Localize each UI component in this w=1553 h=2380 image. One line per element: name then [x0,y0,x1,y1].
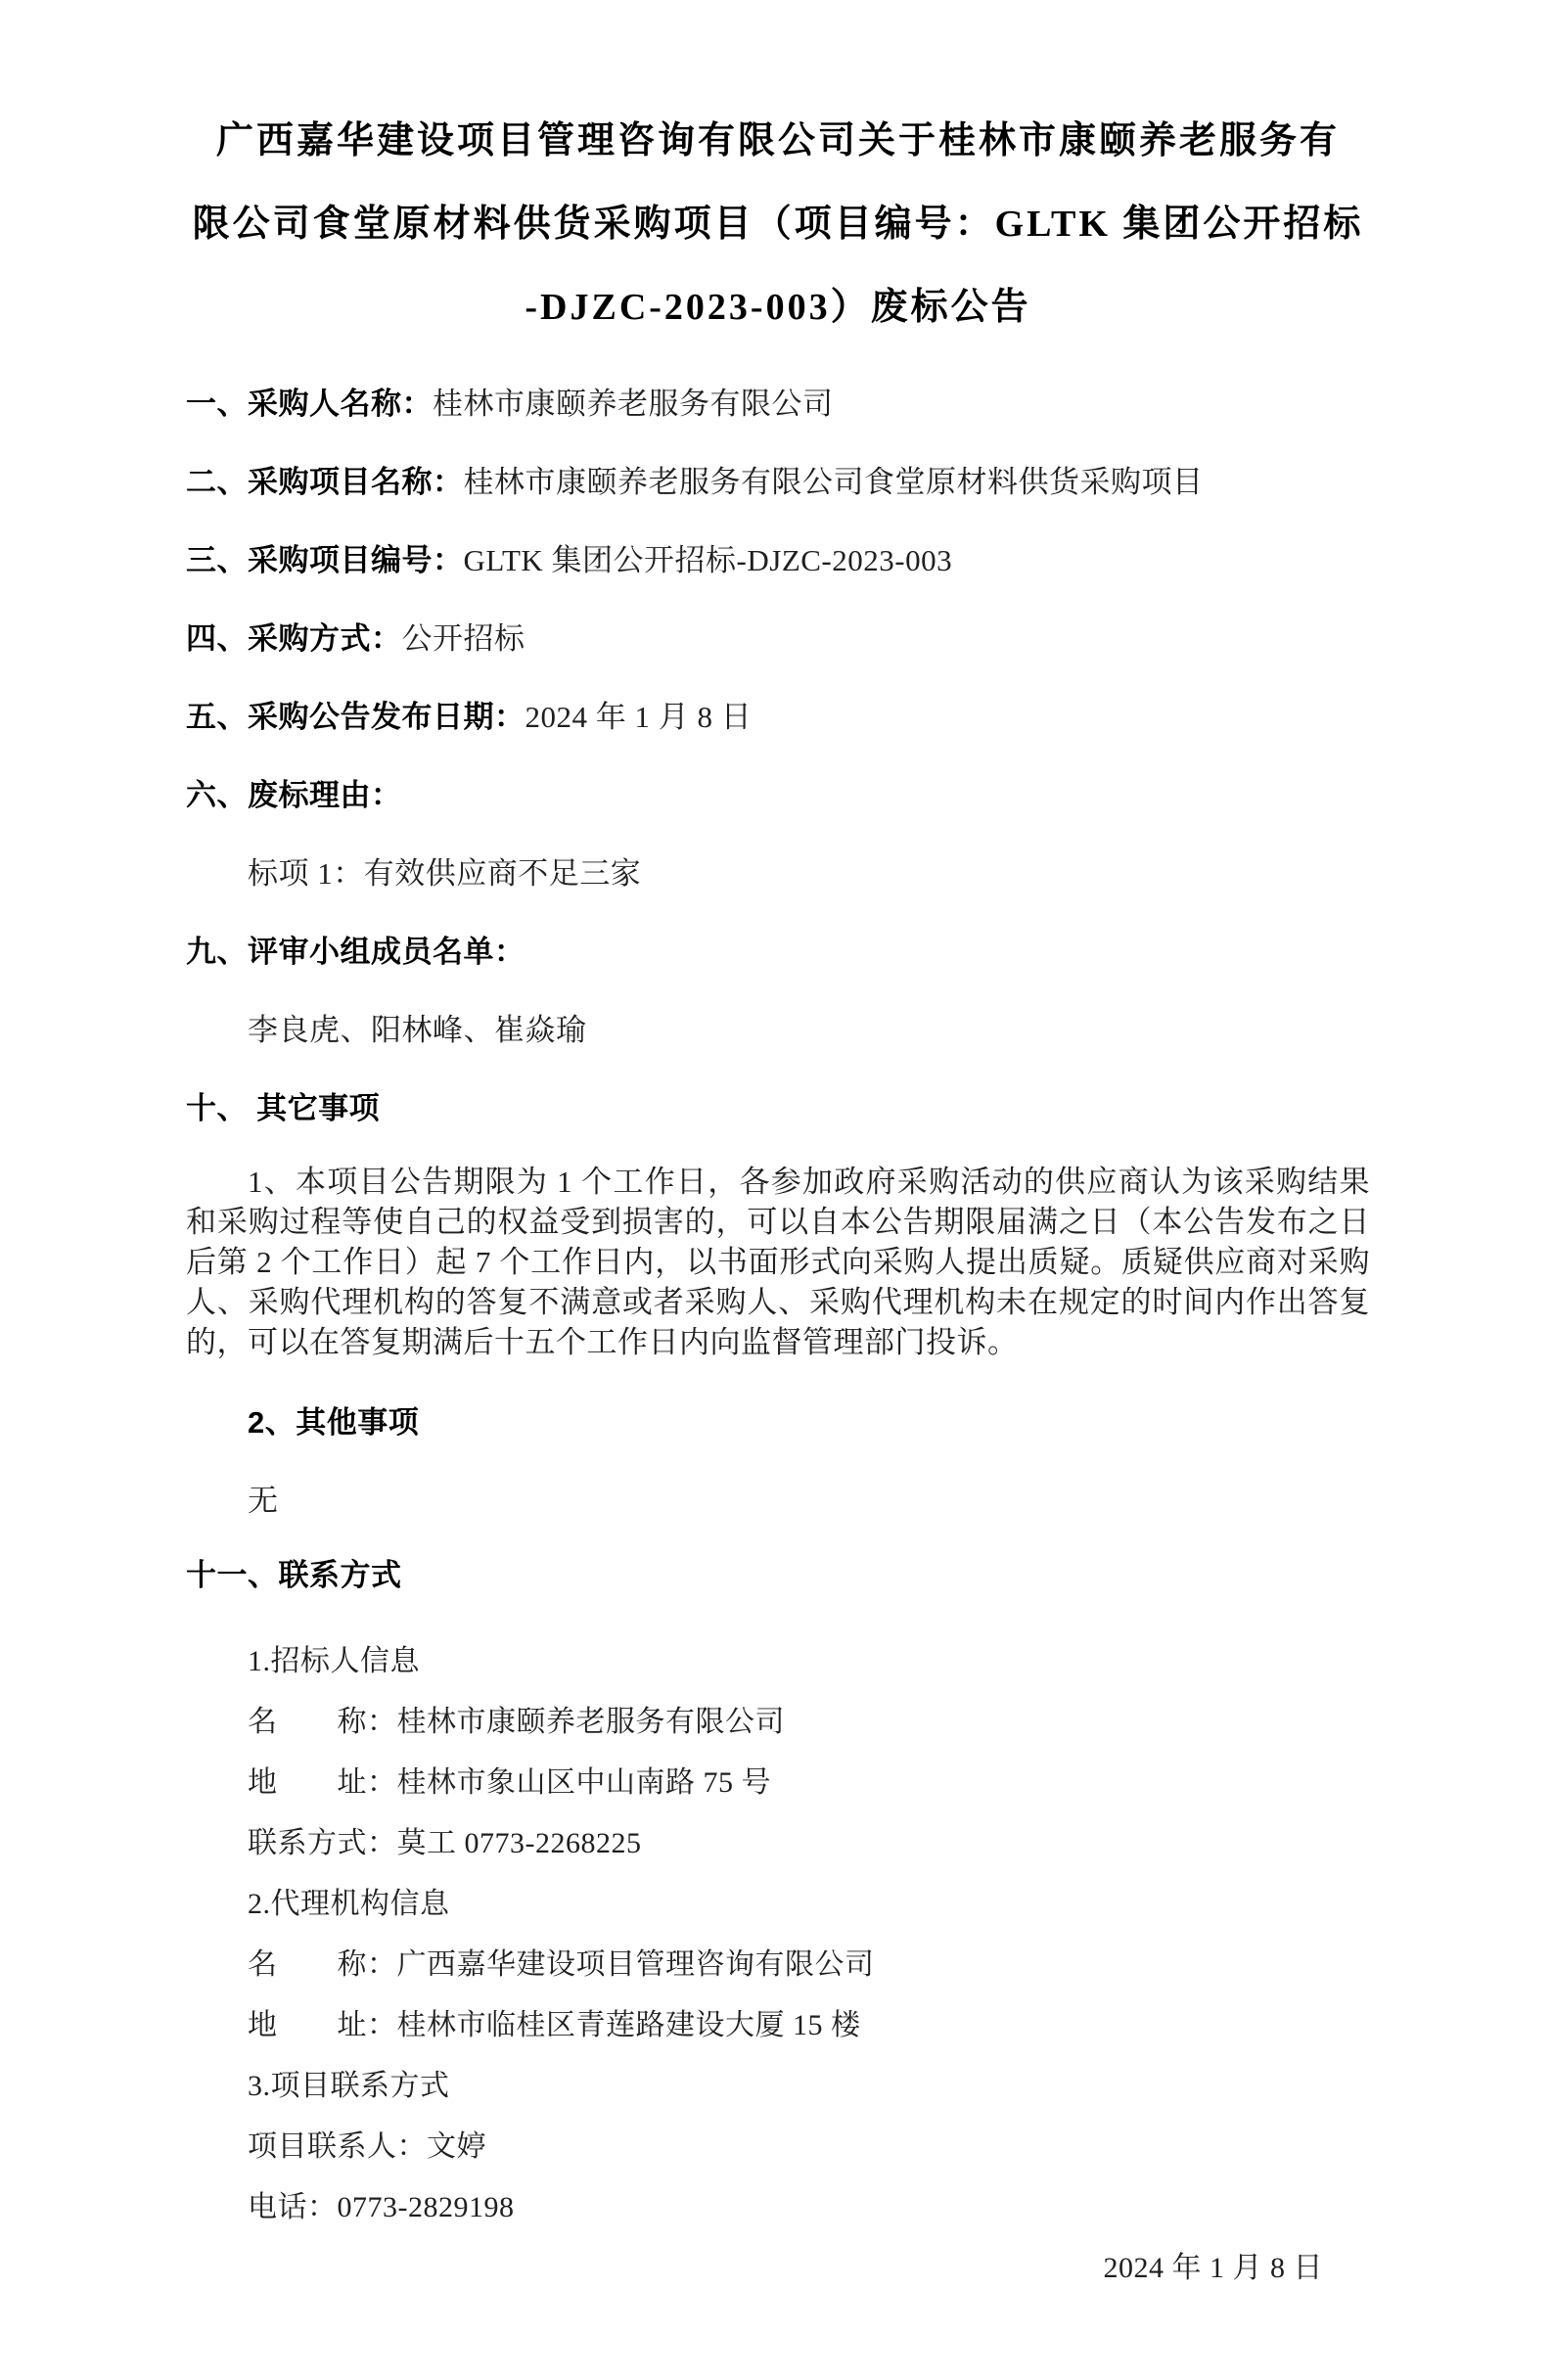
contact-line-bidder-address: 地 址：桂林市象山区中山南路 75 号 [248,1766,771,1799]
field-row-project-name [186,463,1370,502]
other-header: 十、 其它事项 [186,1091,381,1125]
document-title [186,100,1370,349]
contact-header: 十一、联系方式 [186,1558,402,1592]
field-label: 五、采购公告发布日期： [186,700,525,734]
field-label: 四、采购方式： [186,621,402,656]
panel-members: 李良虎、阳林峰、崔焱瑜 [248,1013,587,1047]
reason-header: 六、废标理由： [186,778,402,812]
contact-line-project-phone: 电话：0773-2829198 [248,2191,515,2223]
other-sub-value: 无 [248,1484,279,1518]
document-title-line-3: -DJZC-2023-003）废标公告 [525,287,1031,328]
panel-header: 九、评审小组成员名单： [186,935,525,969]
field-value: 公开招标 [401,621,525,656]
field-row-announcement-date [186,698,1370,737]
field-label: 三、采购项目编号： [186,543,464,577]
contact-line-project-person: 项目联系人：文婷 [248,2130,486,2163]
document-date: 2024 年 1 月 8 日 [1103,2252,1323,2284]
contact-line-agency-name: 名 称：广西嘉华建设项目管理咨询有限公司 [248,1948,875,1981]
field-label: 一、采购人名称： [186,387,433,421]
field-row-project-number [186,541,1370,580]
field-value: GLTK 集团公开招标-DJZC-2023-003 [463,543,953,577]
contact-line-agency-title: 2.代理机构信息 [248,1888,450,1920]
document-title-line-1: 广西嘉华建设项目管理咨询有限公司关于桂林市康颐养老服务有 [215,120,1340,161]
field-row-purchaser [186,385,1370,424]
field-row-procurement-method [186,619,1370,659]
contact-line-bidder-title: 1.招标人信息 [248,1645,420,1677]
contact-line-bidder-name: 名 称：桂林市康颐养老服务有限公司 [248,1706,785,1738]
document-fields [186,385,1370,1128]
document-title-line-2: 限公司食堂原材料供货采购项目（项目编号：GLTK 集团公开招标 [192,204,1364,245]
contact-line-bidder-phone: 联系方式：莫工 0773-2268225 [248,1827,642,1859]
reason-detail: 标项 1：有效供应商不足三家 [248,856,642,891]
other-sub-header: 2、其他事项 [248,1405,420,1440]
field-label: 二、采购项目名称： [186,465,464,499]
contact-line-project-title: 3.项目联系方式 [248,2070,450,2102]
other-paragraph: 1、本项目公告期限为 1 个工作日，各参加政府采购活动的供应商认为该采购结果和采购过程等使自己的权益受到损害的，可以自本公告期限届满之日（本公告发布之日后第 2 个工作日）起 7 个工作日内，以书面形式向采购人提出质疑。质疑供应商对采购人、采购代理机构的答复不满意或者采购人、采购代理机构未在规定的时间内作出答复的，可以在答复期满后十五个工作日内向监督管理部门投诉。 [186,1165,1370,1359]
field-value: 桂林市康颐养老服务有限公司食堂原材料供货采购项目 [463,465,1204,499]
contact-block [186,1642,1370,2227]
field-value: 桂林市康颐养老服务有限公司 [433,387,834,421]
field-value: 2024 年 1 月 8 日 [525,700,753,734]
contact-line-agency-address: 地 址：桂林市临桂区青莲路建设大厦 15 楼 [248,2009,861,2041]
